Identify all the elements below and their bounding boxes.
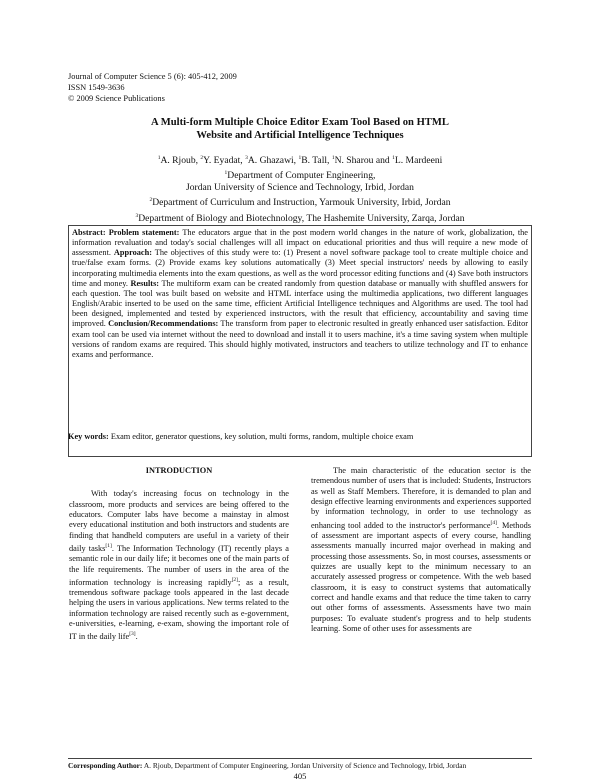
- author-name: B. Tall,: [301, 155, 332, 167]
- paragraph-text: . The Information Technology (IT) recently plays a semantic role in our daily life; it becomes one of the main parts of the life requirements. The number of users in the area of the information technology is increasing rapidly: [69, 543, 289, 587]
- affiliation-sup: 3: [135, 212, 139, 219]
- citation-ref: [2]: [231, 576, 239, 583]
- approach-label: Approach:: [113, 248, 152, 258]
- approach-text: The objectives of this study were to: (1) Present a novel software package tool to create multiple choice and true/false exam forms. (2) Provide exams key solutions automatically (3) Meet special instructors' needs by allowing to easily incorporating multimedia elements into the exam questions, as well as the word processor editing functions and (4) Save both instructors time and money.: [72, 248, 528, 288]
- author-sup: 1: [392, 155, 395, 161]
- author-name: A. Rjoub,: [160, 155, 201, 167]
- affiliation-sup: 1: [224, 170, 228, 177]
- citation-ref: [1]: [105, 543, 112, 550]
- intro-paragraph-2: [311, 466, 531, 634]
- affiliation-1: [60, 167, 540, 182]
- keywords-text: Exam editor, generator questions, key solution, multi forms, random, multiple choice exam: [108, 432, 414, 441]
- author-sup: 1: [331, 155, 335, 161]
- conclusion-label: Conclusion/Recommendations:: [108, 319, 219, 329]
- affiliation-text: Department of Biology and Biotechnology, The Hashemite University, Zarqa, Jordan: [138, 212, 465, 224]
- keywords: [68, 432, 532, 443]
- author-name: A. Ghazawi,: [247, 155, 299, 167]
- journal-citation: Journal of Computer Science 5 (6): 405-412, 2009: [68, 72, 237, 81]
- corresponding-author: [68, 761, 532, 770]
- intro-paragraph-1: [69, 489, 289, 642]
- paragraph-text: ; as a result, tremendous software package tools appeared in the last decade helping the users in various applications. New terms related to the information technology are raised recently such as e-government, e-universities, e-learning, e-exam, showing the important role of IT in the daily life: [69, 577, 289, 642]
- abstract-box: [68, 225, 532, 457]
- paragraph-text: .: [135, 632, 138, 642]
- citation-ref: [3]: [129, 631, 136, 638]
- paragraph-text: With today's increasing focus on technology in the classroom, more products and services are being offered to the educators. Computer labs have become a mainstay in almost every educational institution and both instructors and students are finding that handheld computers are useful in a variety of their daily tasks: [69, 489, 289, 553]
- author-names: [60, 152, 540, 167]
- left-column: [69, 466, 289, 642]
- journal-issn: ISSN 1549-3636: [68, 83, 125, 92]
- author-sup: 3: [245, 155, 248, 161]
- citation-ref: [4]: [490, 519, 497, 526]
- affiliation-sup: 2: [149, 197, 153, 204]
- abstract-label: Abstract:: [72, 228, 106, 237]
- affiliation-dept: Department of Computer Engineering,: [227, 170, 376, 182]
- author-block: [60, 152, 540, 225]
- title-line-1: A Multi-form Multiple Choice Editor Exam Tool Based on HTML: [151, 117, 449, 128]
- right-column: [311, 466, 531, 634]
- author-name: L. Mardeeni: [394, 155, 443, 167]
- conclusion-text: The transform from paper to electronic resulted in greatly enhanced user satisfaction. Editor exam tool can be used via internet without the need to download and install it to users machine, it's a time saving system when multiple versions of random exams are required. This should highly motivated, instructors and teachers to utilize technology and IT to enhance exams and performance.: [72, 319, 528, 359]
- affiliation-3: [60, 210, 540, 225]
- affiliation-text: Department of Curriculum and Instruction, Yarmouk University, Irbid, Jordan: [152, 197, 451, 209]
- page-number: 405: [293, 771, 307, 781]
- affiliation-2: [60, 194, 540, 209]
- affiliation-1-university: Jordan University of Science and Technology, Irbid, Jordan: [186, 182, 414, 194]
- footer-rule: [68, 758, 532, 759]
- author-sup: 1: [298, 155, 302, 161]
- title-line-2: Website and Artificial Intelligence Techniques: [196, 130, 404, 141]
- paragraph-text: . Methods of assessment are important aspects of every course, handling assessments manually incurred major overhead in making and processing those assessments. So, in most courses, assessments or quizzes are usually kept to the minimum necessary to an accurately assessed progress or competence. With the web based classroom, it is easy to construct systems that automatically correct and handle exams and that reduce the time taken to carry out other forms of assessments. Assessments have two main purposes: To evaluate student's progress and to help students learning. Some of other uses for assessments are: [311, 520, 531, 633]
- corresponding-author-text: A. Rjoub, Department of Computer Engineering, Jordan University of Science and Technology, Irbid, Jordan: [142, 761, 467, 770]
- keywords-label: Key words:: [68, 432, 109, 441]
- paragraph-text: The main characteristic of the education sector is the tremendous number of users that is included: Students, Instructors as well as Staff Members. Therefore, it is demanded to plan and design effective learning environments and experiences supported by information technology, in order to use technology as enhancing tool added to the instructor's performance: [311, 466, 531, 530]
- author-sup: 1: [157, 155, 161, 161]
- journal-copyright: © 2009 Science Publications: [68, 94, 165, 103]
- paper-title: [90, 116, 510, 142]
- results-label: Results:: [130, 278, 160, 288]
- results-text: The multiform exam can be created randomly from question database or manually with shuffled answers for each question. The tool was built based on website and HTML interface using the multimedia applications, two different languages English/Arabic inserted to be used on the same time, efficient Artificial Intelligence techniques and Algorithms are used. The tool had been designed, implemented and tested by experienced instructors, with the result that efficiency, accountability and saving time improved.: [72, 278, 528, 329]
- author-name: Y. Eyadat,: [203, 155, 246, 167]
- journal-header: [68, 71, 237, 104]
- section-heading-introduction: INTRODUCTION: [145, 466, 213, 475]
- problem-statement-text: The educators argue that in the post modern world changes in the nature of work, globalization, the information revaluation and today's social challenges will all impact on educational priorities and thus will require a new mode of assessment.: [72, 228, 528, 258]
- corresponding-author-label: Corresponding Author:: [68, 761, 143, 770]
- problem-statement-label: Problem statement:: [108, 228, 180, 237]
- author-sup: 2: [200, 155, 204, 161]
- author-name: N. Sharou and: [334, 155, 393, 167]
